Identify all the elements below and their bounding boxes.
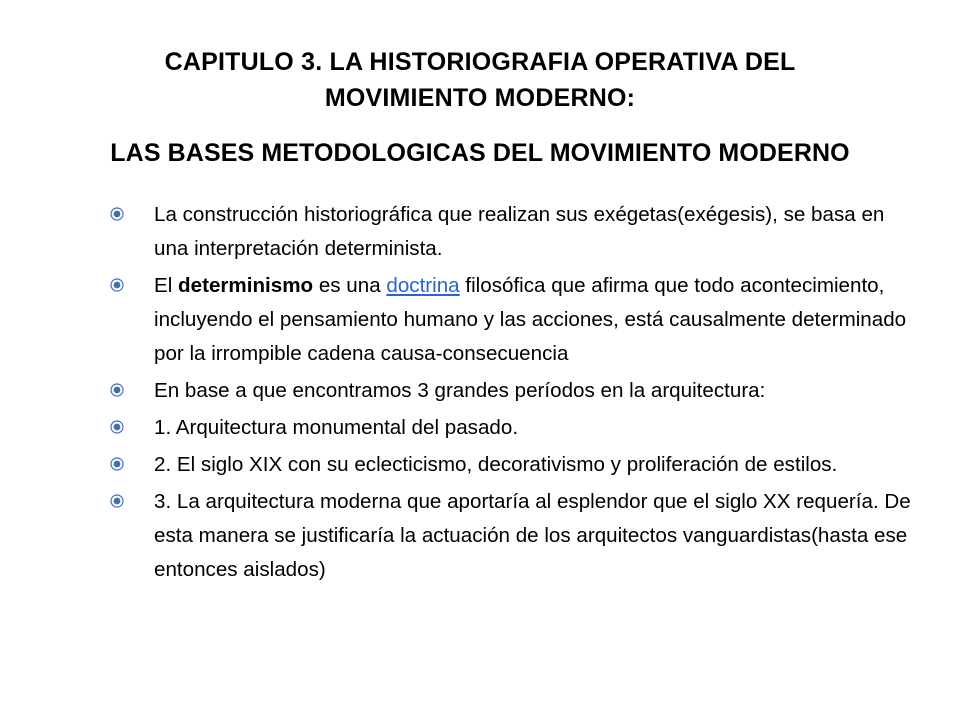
circled-dot-bullet-icon xyxy=(110,420,124,434)
bullet-text: En base a que encontramos 3 grandes períodos en la arquitectura: xyxy=(154,379,766,402)
circled-dot-bullet-icon xyxy=(110,457,124,471)
bullet-item xyxy=(110,374,915,408)
bullet-text: 3. La arquitectura moderna que aportaría al esplendor que el siglo XX requería. De esta manera se justificaría la actuación de los arquitectos vanguardistas(hasta ese entonces aislados) xyxy=(154,490,911,581)
bullet-text-middle: es una xyxy=(313,274,387,297)
title-line-2: MOVIMIENTO MODERNO: xyxy=(324,84,636,112)
bold-term-determinismo: determinismo xyxy=(178,274,314,297)
bullet-text: 2. El siglo XIX con su eclecticismo, decorativismo y proliferación de estilos. xyxy=(154,453,838,476)
bullet-item xyxy=(110,485,915,587)
bullet-item xyxy=(110,269,915,371)
bullet-list xyxy=(110,198,915,590)
circled-dot-bullet-icon xyxy=(110,383,124,397)
bullet-item xyxy=(110,448,915,482)
slide-subtitle: LAS BASES METODOLOGICAS DEL MOVIMIENTO MODERNO xyxy=(110,139,850,167)
bullet-text-prefix: El xyxy=(154,274,179,297)
bullet-item xyxy=(110,411,915,445)
bullet-text: 1. Arquitectura monumental del pasado. xyxy=(154,416,519,439)
slide-title xyxy=(80,44,880,116)
title-line-1: CAPITULO 3. LA HISTORIOGRAFIA OPERATIVA DEL xyxy=(164,48,796,76)
circled-dot-bullet-icon xyxy=(110,278,124,292)
circled-dot-bullet-icon xyxy=(110,207,124,221)
circled-dot-bullet-icon xyxy=(110,494,124,508)
bullet-item xyxy=(110,198,915,266)
bullet-text-suffix: filosófica que afirma que todo acontecimiento, incluyendo el pensamiento humano y las acciones, está causalmente determinado por la irrompible cadena causa-consecuencia xyxy=(154,274,907,365)
doctrina-link[interactable]: doctrina xyxy=(386,274,460,297)
bullet-text xyxy=(154,274,906,365)
bullet-text: La construcción historiográfica que realizan sus exégetas(exégesis), se basa en una interpretación determinista. xyxy=(154,203,885,260)
